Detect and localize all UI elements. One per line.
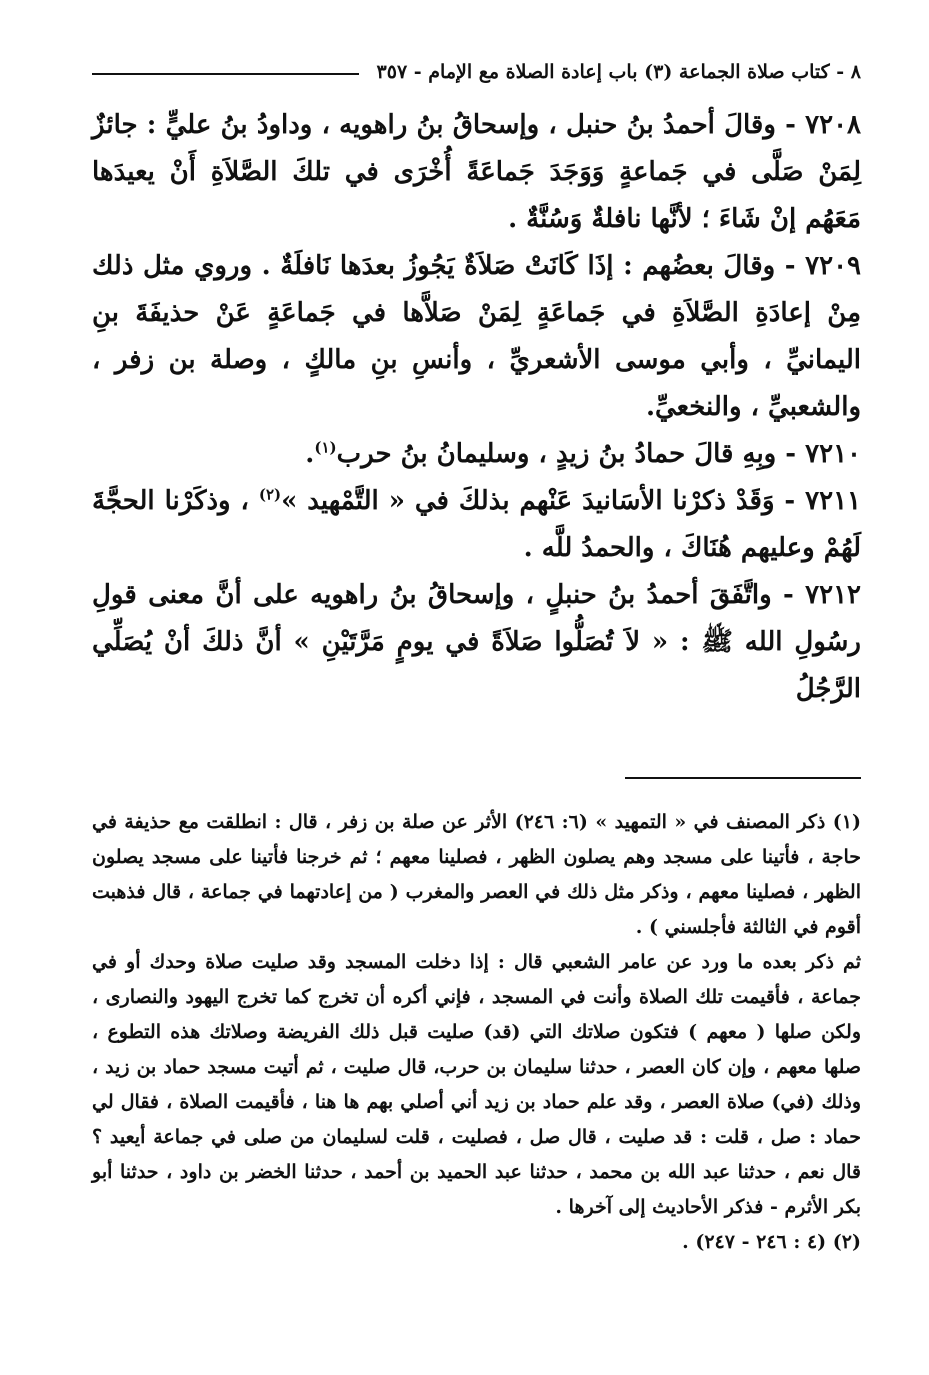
main-text [92,102,861,713]
paragraph-7212 [92,572,861,713]
header-rule [92,73,359,75]
footnote-text: ثم ذكر بعده ما ورد عن عامر الشعبي قال : إذا دخلت المسجد وقد صليت صلاة وحدك أو في جماعة ، فأقيمت تلك الصلاة وأنت في المسجد ، فإني أكره أن تخرج كما تخرج اليهود والنصارى ، ولكن صلها ( معهم ) فتكون صلاتك التي (قد) صليت قبل ذلك الفريضة وصلاتك هذه التطوع ، صلها معهم ، وإن كان العصر ، حدثنا سليمان بن حرب، قال صليت ، ثم أتيت مسجد حماد بن زيد ، وذلك (في) صلاة العصر ، وقد علم حماد بن زيد أني أصلي بهم ها هنا ، فأقيمت الصلاة ، فقال لي حماد : صل ، قلت : قد صليت ، قال صل ، فصليت ، قلت لسليمان من صلى في جماعة أيعيد ؟ قال نعم ، حدثنا عبد الله بن محمد ، حدثنا عبد الحميد بن أحمد ، حدثنا الخضر بن داود ، حدثنا أبو بكر الأثرم - فذكر الأحاديث إلى آخرها . [92,951,861,1218]
footnotes [92,805,861,1260]
footnote-text: (١) ذكر المصنف في « التمهيد » (٦: ٢٤٦) الأثر عن صلة بن زفر ، قال : انطلقت مع حذيفة في حاجة ، فأتينا على مسجد وهم يصلون الظهر ، فصلينا معهم ؛ ثم خرجنا فأتينا على مسجد يصلون الظهر ، فصلينا معهم ، وذكر مثل ذلك في العصر والمغرب ( من إعادتهما في جماعة ، قال فذهبت أقوم في الثالثة فأجلسني ) . [92,811,861,938]
footnote-separator [625,777,861,779]
footnote-ref-1: (١) [314,438,337,457]
paragraph-tail: . [305,439,315,469]
running-title: ٨ - كتاب صلاة الجماعة (٣) باب إعادة الصلاة مع الإمام - ٣٥٧ [376,61,861,83]
paragraph-text: ٧٢٠٩ - وقالَ بعضُهم : إذَا كَانَتْ صَلاَةٌ يَجُوزُ بعدَها نَافلَةٌ . وروي مثل ذلك مِنْ إعادَةِ الصَّلاَةِ في جَماعَةٍ لِمَنْ صَلاَّها في جَماعَةٍ عَنْ حذيفَةَ بنِ اليمانيِّ ، وأبي موسى الأشعريِّ ، وأنسِ بنِ مالكٍ ، وصلة بن زفر ، والشعبيِّ ، والنخعيِّ. [92,251,861,422]
footnote-text: (٢) (٤ : ٢٤٦ - ٢٤٧) . [682,1231,861,1253]
running-header [92,52,861,92]
paragraph-7211 [92,478,861,572]
paragraph-7210 [92,431,861,478]
paragraph-7208 [92,102,861,243]
footnote-1-continued [92,945,861,1225]
paragraph-text: ٧٢١٢ - واتَّفَقَ أحمدُ بنُ حنبلٍ ، وإسحاقُ بنُ راهويه على أنَّ معنى قولِ رسُولِ الله ﷺ : « لاَ تُصَلُّوا صَلاَةً في يومٍ مَرَّتَيْنِ » أنَّ ذلكَ أنْ يُصَلِّي الرَّجُلُ [92,580,861,704]
paragraph-text: ٧٢١٠ - وبِهِ قالَ حمادُ بنُ زيدٍ ، وسليمانُ بنُ حرب [336,439,861,469]
paragraph-text: ٧٢١١ - وَقَدْ ذكرْنا الأسَانيدَ عَنْهم بذلكَ في « التَّمْهيد » [281,486,862,516]
paragraph-text: ٧٢٠٨ - وقالَ أحمدُ بنُ حنبل ، وإسحاقُ بنُ راهويه ، وداودُ بنُ عليٍّ : جائزٌ لِمَنْ صَلَّى في جَماعةٍ وَوَجَدَ جَماعَةً أُخْرَى في تلكَ الصَّلاَةِ أَنْ يعيدَها مَعَهُم إنْ شَاءَ ؛ لأنَّها نافلةٌ وَسُنَّةٌ . [92,110,861,234]
footnote-1 [92,805,861,945]
paragraph-7209 [92,243,861,431]
footnote-ref-2: (٢) [258,485,282,504]
paragraph-tail: ، وذكَرْنا الحجَّةَ لَهُمْ وعليهم هُنَاكَ ، والحمدُ للَّه . [92,486,861,563]
footnote-2 [92,1225,861,1260]
